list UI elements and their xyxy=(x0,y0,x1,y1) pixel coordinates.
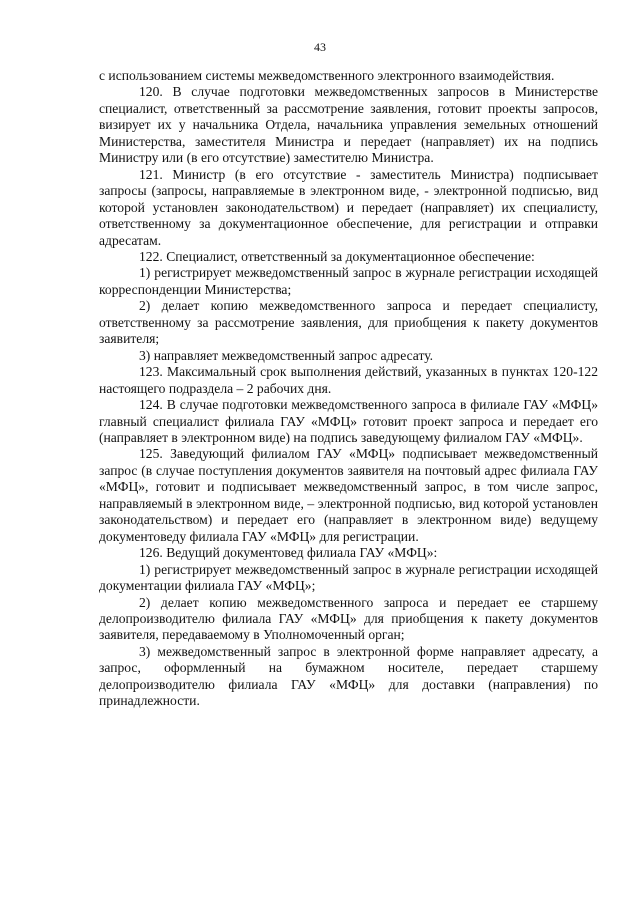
list-item: 2) делает копию межведомственного запроса и передает специалисту, ответственному за рассмотрение заявления, для приобщения к пакету документов заявителя; xyxy=(99,298,598,347)
paragraph-121: 121. Министр (в его отсутствие - заместитель Министра) подписывает запросы (запросы, направляемые в электронном виде, - электронной подписью, вид которой установлен законодательством) и передает (направляет) их специалисту, ответственному за документационное обеспечение, для регистрации и отправки адресатам. xyxy=(99,166,598,248)
list-item: 3) направляет межведомственный запрос адресату. xyxy=(139,347,434,363)
paragraph-123: 123. Максимальный срок выполнения действий, указанных в пунктах 120-122 настоящего подраздела – 2 рабочих дня. xyxy=(99,364,598,396)
paragraph-124: 124. В случае подготовки межведомственного запроса в филиале ГАУ «МФЦ» главный специалист филиала ГАУ «МФЦ» готовит проект запроса и передает его (направляет в электронном виде) на подпись заведующему филиалом ГАУ «МФЦ». xyxy=(99,397,598,445)
paragraph-120: 120. В случае подготовки межведомственных запросов в Министерстве специалист, ответственный за рассмотрение заявления, готовит проекты запросов, визирует их у начальника Отдела, начальника управления земельных отношений Министерства, заместителя Министра и передает (направляет) их на подпись Министру или (в его отсутствие) заместителю Министра. xyxy=(99,84,598,166)
paragraph: с использованием системы межведомственного электронного взаимодействия. xyxy=(99,68,555,83)
paragraph-126: 126. Ведущий документовед филиала ГАУ «МФЦ»: xyxy=(139,545,438,561)
paragraph-122: 122. Специалист, ответственный за документационное обеспечение: xyxy=(139,248,535,264)
paragraph-125: 125. Заведующий филиалом ГАУ «МФЦ» подписывает межведомственный запрос (в случае поступления документов заявителя на почтовый адрес филиала ГАУ «МФЦ», готовит и подписывает межведомственный запрос, в том числе запрос, направляемый в электронном виде, – электронной подписью, вид которой установлен законодательством) и передает его (направляет в электронном виде) ведущему документоведу филиала ГАУ «МФЦ» для регистрации. xyxy=(99,446,598,544)
list-item: 1) регистрирует межведомственный запрос в журнале регистрации исходящей корреспонденции Министерства; xyxy=(99,265,598,297)
document-body xyxy=(99,68,598,710)
list-item: 2) делает копию межведомственного запроса и передает ее старшему делопроизводителю филиала ГАУ «МФЦ» для приобщения к пакету документов заявителя, передаваемому в Уполномоченный орган; xyxy=(99,594,598,643)
list-item: 3) межведомственный запрос в электронной форме направляет адресату, а запрос, оформленный на бумажном носителе, передает старшему делопроизводителю филиала ГАУ «МФЦ» для доставки (направления) по принадлежности. xyxy=(99,643,598,709)
page-number: 43 xyxy=(314,40,326,54)
list-item: 1) регистрирует межведомственный запрос в журнале регистрации исходящей документации филиала ГАУ «МФЦ»; xyxy=(99,561,598,594)
